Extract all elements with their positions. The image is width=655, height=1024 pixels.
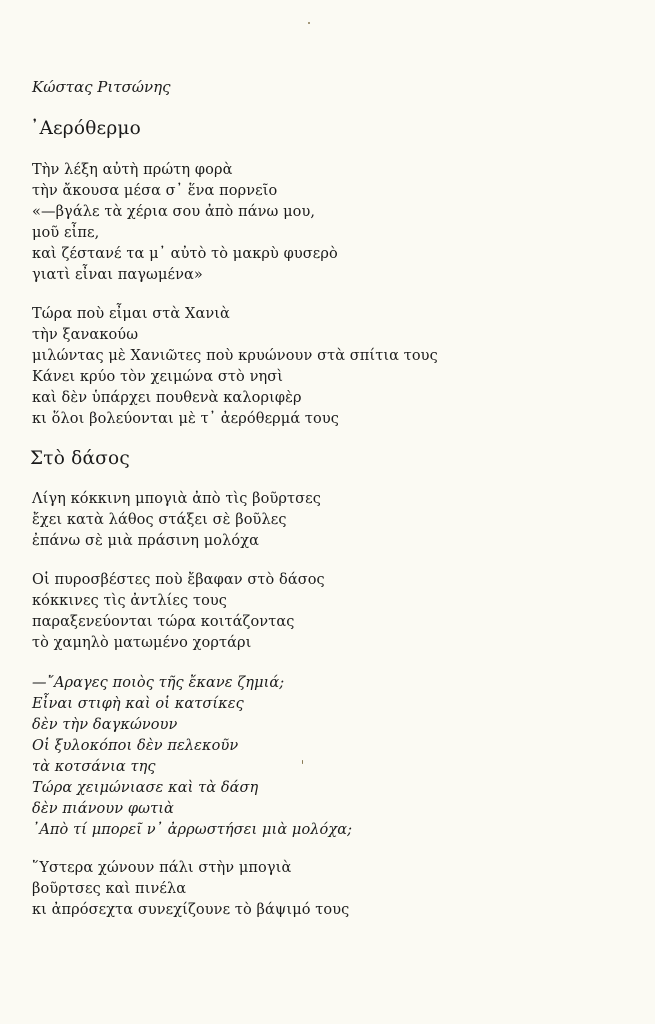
paper-speck: [302, 760, 303, 764]
poem-line: «—βγάλε τὰ χέρια σου ἀπὸ πάνω μου,: [32, 204, 316, 220]
poem-line: Οἱ πυροσβέστες ποὺ ἔβαφαν στὸ δάσος: [32, 572, 325, 588]
poem-line: τὴν ἄκουσα μέσα σ᾿ ἕνα πορνεῖο: [32, 183, 278, 199]
poem-line: —῎Αραγες ποιὸς τῆς ἔκανε ζημιά;: [32, 675, 285, 691]
poem-line: τὸ χαμηλὸ ματωμένο χορτάρι: [32, 635, 252, 651]
poem-line: δὲν πιάνουν φωτιὰ: [32, 801, 174, 817]
poem-line: καὶ ζέστανέ τα μ᾿ αὐτὸ τὸ μακρὺ φυσερὸ: [32, 246, 338, 262]
poem-line: Εἶναι στιφὴ καὶ οἱ κατσίκες: [32, 696, 244, 712]
poem-line: Τώρα ποὺ εἶμαι στὰ Χανιὰ: [32, 306, 230, 322]
poem-line: Τὴν λέξη αὐτὴ πρώτη φορὰ: [32, 162, 233, 178]
poem-line: ῞Υστερα χώνουν πάλι στὴν μπογιὰ: [32, 860, 292, 876]
poem-line: κόκκινες τὶς ἀντλίες τους: [32, 593, 228, 609]
poem-line: κι ἀπρόσεχτα συνεχίζουνε τὸ βάψιμό τους: [32, 902, 350, 918]
poem-line: Τώρα χειμώνιασε καὶ τὰ δάση: [32, 780, 259, 796]
paper-speck: [308, 22, 310, 24]
author-name: Κώστας Ριτσώνης: [32, 78, 171, 96]
poem-line: τὰ κοτσάνια της: [32, 759, 156, 775]
poem-title: Στὸ δάσος: [30, 448, 130, 469]
poem-line: μιλώντας μὲ Χανιῶτες ποὺ κρυώνουν στὰ σπίτια τους: [32, 348, 438, 364]
poem-line: παραξενεύονται τώρα κοιτάζοντας: [32, 614, 295, 630]
poem-line: μοῦ εἶπε,: [32, 225, 100, 241]
poem-line: Κάνει κρύο τὸν χειμώνα στὸ νησὶ: [32, 369, 284, 385]
poem-title: ᾿Αερόθερμο: [30, 118, 141, 139]
poem-line: ᾿Απὸ τί μπορεῖ ν᾿ ἀρρωστήσει μιὰ μολόχα;: [32, 822, 353, 838]
poem-line: βοῦρτσες καὶ πινέλα: [32, 881, 187, 897]
poem-line: ἔχει κατὰ λάθος στάξει σὲ βοῦλες: [32, 512, 287, 528]
poem-line: ἐπάνω σὲ μιὰ πράσινη μολόχα: [32, 533, 260, 549]
poem-line: Λίγη κόκκινη μπογιὰ ἀπὸ τὶς βοῦρτσες: [32, 491, 321, 507]
poem-line: τὴν ξανακούω: [32, 327, 139, 343]
poem-line: δὲν τὴν δαγκώνουν: [32, 717, 178, 733]
poem-line: καὶ δὲν ὑπάρχει πουθενὰ καλοριφὲρ: [32, 390, 302, 406]
poem-line: γιατὶ εἶναι παγωμένα»: [32, 267, 203, 283]
poem-line: κι ὅλοι βολεύονται μὲ τ᾿ ἀερόθερμά τους: [32, 411, 340, 427]
poem-line: Οἱ ξυλοκόποι δὲν πελεκοῦν: [32, 738, 239, 754]
